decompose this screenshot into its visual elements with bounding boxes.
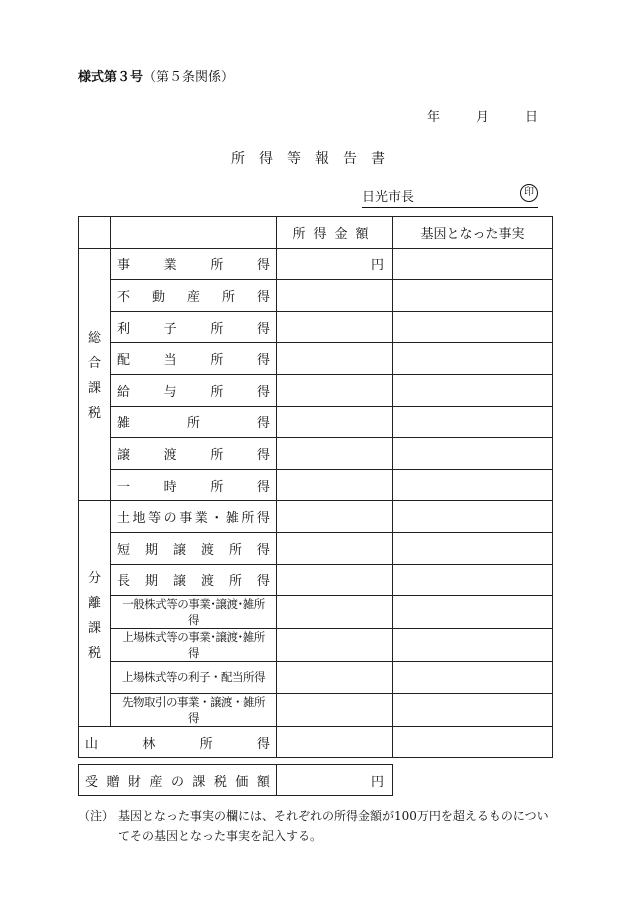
income-type-label: 上場株式等の事業･譲渡･雑所得 <box>111 629 277 662</box>
label-char: 得 <box>256 384 270 400</box>
label-char: 利 <box>117 321 131 337</box>
table-row <box>79 280 553 312</box>
label-char: 期 <box>144 542 158 558</box>
form-reference: （第５条関係） <box>143 70 235 85</box>
label-char: の <box>163 511 177 527</box>
label-char: 業 <box>163 258 177 274</box>
label-char: 事 <box>179 511 193 527</box>
amount-cell[interactable] <box>277 564 393 596</box>
income-type-label: 一般株式等の事業･譲渡･雑所得 <box>111 596 277 629</box>
amount-cell[interactable] <box>277 406 393 438</box>
header-fact: 基因となった事実 <box>393 217 553 249</box>
fact-cell[interactable] <box>393 280 553 312</box>
income-type-text <box>117 412 270 431</box>
label-char: 事 <box>117 258 131 274</box>
label-char: 給 <box>117 384 131 400</box>
label-char: 贈 <box>106 774 120 790</box>
fact-cell[interactable] <box>393 438 553 470</box>
fact-cell[interactable] <box>393 406 553 438</box>
forest-income-label <box>79 726 277 758</box>
fact-cell[interactable] <box>393 469 553 501</box>
header-blank-1 <box>79 217 111 249</box>
table-row <box>79 629 553 662</box>
general-tax-section <box>79 248 553 501</box>
amount-cell[interactable] <box>277 343 393 375</box>
amount-cell[interactable] <box>277 374 393 406</box>
table-row <box>79 662 553 694</box>
fact-cell[interactable] <box>393 248 553 280</box>
income-type-label <box>111 311 277 343</box>
table-row <box>79 765 393 796</box>
fact-cell[interactable] <box>393 629 553 662</box>
label-char: 所 <box>228 574 242 590</box>
gift-label <box>79 765 277 796</box>
fact-cell[interactable] <box>393 596 553 629</box>
label-char: 所 <box>228 542 242 558</box>
amount-cell[interactable] <box>277 726 393 758</box>
page-title: 所得等報告書 <box>231 151 399 167</box>
amount-cell[interactable] <box>277 662 393 694</box>
label-char: 譲 <box>172 542 186 558</box>
label-char: 不 <box>117 289 131 305</box>
amount-cell[interactable] <box>277 501 393 533</box>
gift-amount-cell[interactable]: 円 <box>277 765 393 796</box>
income-type-label <box>111 469 277 501</box>
table-row <box>79 248 553 280</box>
income-type-label <box>111 438 277 470</box>
label-char: 産 <box>186 289 200 305</box>
income-type-text <box>117 349 270 368</box>
label-char: ・ <box>210 511 224 527</box>
label-char: 子 <box>163 321 177 337</box>
group-label-char: 税 <box>87 645 101 661</box>
label-char: 受 <box>85 774 99 790</box>
label-char: 業 <box>194 511 208 527</box>
label-char: 土 <box>117 511 131 527</box>
label-char: 税 <box>213 774 227 790</box>
label-char: 得 <box>256 574 270 590</box>
label-char: 課 <box>192 774 206 790</box>
table-row <box>79 532 553 564</box>
income-type-text <box>117 254 270 273</box>
table-row <box>79 374 553 406</box>
fact-cell[interactable] <box>393 726 553 758</box>
separate-tax-label <box>79 501 111 726</box>
table-row <box>79 438 553 470</box>
label-char: 配 <box>117 353 131 369</box>
amount-cell[interactable] <box>277 438 393 470</box>
table-row <box>79 726 553 758</box>
label-char: 譲 <box>117 447 131 463</box>
table-row <box>79 469 553 501</box>
label-char: 期 <box>144 574 158 590</box>
income-type-label <box>111 564 277 596</box>
amount-cell[interactable] <box>277 693 393 726</box>
group-label-char: 合 <box>87 356 101 372</box>
gift-table <box>78 764 393 796</box>
label-char: 所 <box>210 258 224 274</box>
table-row <box>79 406 553 438</box>
group-label-char: 分 <box>87 570 101 586</box>
label-char: 額 <box>256 774 270 790</box>
seal-mark: 印 <box>520 184 538 202</box>
fact-cell[interactable] <box>393 693 553 726</box>
income-type-text <box>117 444 270 463</box>
footnote <box>78 806 568 846</box>
label-char: 長 <box>117 574 131 590</box>
label-char: 等 <box>148 511 162 527</box>
amount-cell[interactable] <box>277 596 393 629</box>
label-char: 所 <box>210 353 224 369</box>
label-char: 時 <box>163 479 177 495</box>
amount-cell[interactable]: 円 <box>277 248 393 280</box>
label-char: の <box>170 774 184 790</box>
fact-cell[interactable] <box>393 343 553 375</box>
label-char: 得 <box>256 353 270 369</box>
addressee: 日光市長 <box>362 190 415 205</box>
label-char: 所 <box>186 416 200 432</box>
separate-tax-section <box>79 501 553 726</box>
income-type-label <box>111 374 277 406</box>
label-char: 得 <box>256 447 270 463</box>
amount-cell[interactable] <box>277 532 393 564</box>
label-char: 得 <box>256 321 270 337</box>
amount-cell[interactable] <box>277 280 393 312</box>
footnote-line-2: てその基因となった事実を記入する。 <box>118 829 323 843</box>
header-amount: 所得金額 <box>277 217 393 249</box>
label-char: 所 <box>199 736 213 752</box>
fact-cell[interactable] <box>393 501 553 533</box>
label-char: 当 <box>163 353 177 369</box>
label-char: 雑 <box>225 511 239 527</box>
label-char: 得 <box>256 511 270 527</box>
label-char: 渡 <box>200 574 214 590</box>
income-type-text <box>117 476 270 495</box>
footnote-text-1: 基因となった事実の欄には、それぞれの所得金額が100万円を超えるものについ <box>118 809 549 823</box>
label-char: 山 <box>85 736 99 752</box>
table-row <box>79 343 553 375</box>
label-char: 得 <box>256 289 270 305</box>
income-type-label: 先物取引の事業・譲渡・雑所得 <box>111 693 277 726</box>
header-blank-2 <box>111 217 277 249</box>
form-number-main: 様式第３号 <box>78 70 144 85</box>
fact-cell[interactable] <box>393 564 553 596</box>
income-type-label: 上場株式等の利子・配当所得 <box>111 662 277 694</box>
label-char: 得 <box>256 416 270 432</box>
label-char: 短 <box>117 542 131 558</box>
label-char: 動 <box>151 289 165 305</box>
label-char: 一 <box>117 479 131 495</box>
date-month: 月 <box>475 110 489 125</box>
fact-cell[interactable] <box>393 374 553 406</box>
label-char: 得 <box>256 736 270 752</box>
income-type-label <box>111 532 277 564</box>
income-type-text <box>117 286 270 305</box>
label-char: 譲 <box>172 574 186 590</box>
footnote-lead: （注） <box>78 809 115 823</box>
general-tax-label <box>79 248 111 501</box>
income-type-text <box>117 570 270 589</box>
group-label-char: 税 <box>87 406 101 422</box>
table-row <box>79 501 553 533</box>
group-label-char: 総 <box>87 331 101 347</box>
label-char: 所 <box>210 479 224 495</box>
income-type-label <box>111 343 277 375</box>
group-label-char: 課 <box>87 381 101 397</box>
addressee-line <box>362 186 538 208</box>
fact-cell[interactable] <box>393 662 553 694</box>
label-char: 地 <box>132 511 146 527</box>
income-type-label <box>111 280 277 312</box>
amount-cell[interactable] <box>277 469 393 501</box>
footnote-line-1 <box>78 806 568 826</box>
income-table <box>78 216 553 758</box>
income-type-label <box>111 501 277 533</box>
income-type-label <box>111 248 277 280</box>
label-char: 得 <box>256 542 270 558</box>
table-row <box>79 311 553 343</box>
label-char: 与 <box>163 384 177 400</box>
date-day: 日 <box>524 110 538 125</box>
label-char: 得 <box>256 479 270 495</box>
amount-cell[interactable] <box>277 629 393 662</box>
label-char: 所 <box>210 384 224 400</box>
label-char: 財 <box>127 774 141 790</box>
label-char: 所 <box>210 447 224 463</box>
label-char: 渡 <box>200 542 214 558</box>
fact-cell[interactable] <box>393 311 553 343</box>
table-header-row <box>79 217 553 249</box>
group-label-char: 離 <box>87 595 101 611</box>
label-char: 雑 <box>117 416 131 432</box>
label-char: 価 <box>235 774 249 790</box>
label-char: 林 <box>142 736 156 752</box>
amount-cell[interactable] <box>277 311 393 343</box>
label-char: 所 <box>241 511 255 527</box>
label-char: 渡 <box>163 447 177 463</box>
form-number <box>78 66 234 85</box>
group-label-char: 課 <box>87 620 101 636</box>
label-char: 所 <box>221 289 235 305</box>
date-year: 年 <box>426 110 440 125</box>
label-char: 産 <box>149 774 163 790</box>
date-line <box>391 106 538 125</box>
fact-cell[interactable] <box>393 532 553 564</box>
income-type-label <box>111 406 277 438</box>
table-row <box>79 596 553 629</box>
income-type-text <box>117 381 270 400</box>
label-char: 所 <box>210 321 224 337</box>
income-type-text <box>117 539 270 558</box>
table-row <box>79 564 553 596</box>
label-char: 得 <box>256 258 270 274</box>
income-type-text <box>117 507 270 526</box>
table-row <box>79 693 553 726</box>
income-type-text <box>117 318 270 337</box>
